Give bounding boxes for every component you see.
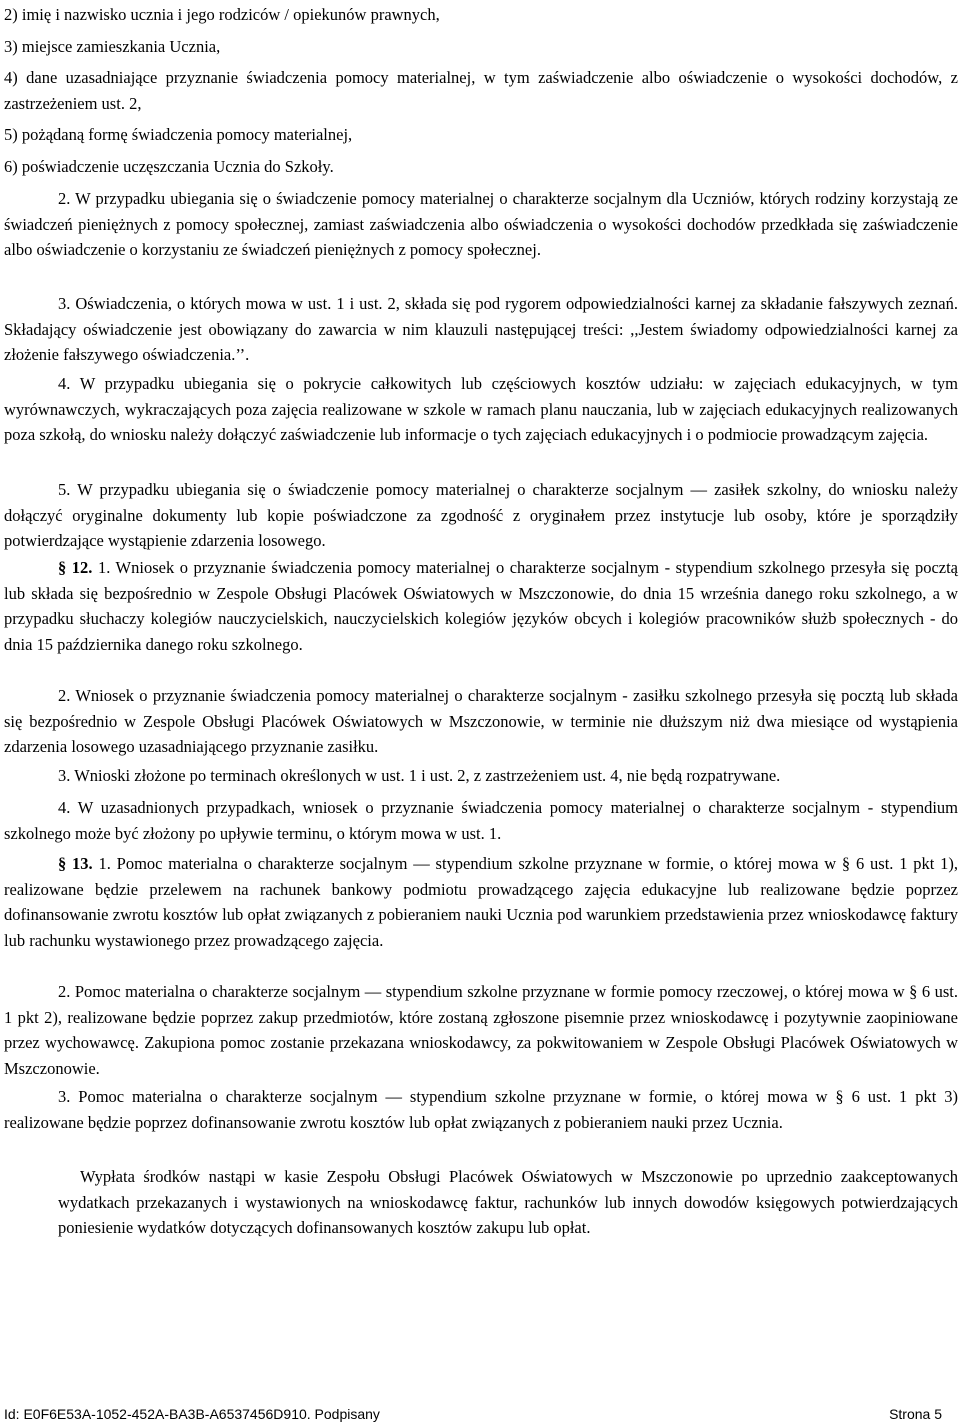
paragraph-12-2: 2. Wniosek o przyznanie świadczenia pomocy materialnej o charakterze socjalnym - zasiłku szkolnego przesyła się pocztą lub składa się bezpośrednio w Zespole Obsługi Placówek Oświatowych w Mszczonowie, w terminie nie dłuższym niż dwa miesiące od wystąpienia zdarzenia losowego uzasadniającego przyznanie zasiłku. [4,686,958,756]
list-item-2: 2) imię i nazwisko ucznia i jego rodziców / opiekunów prawnych, [4,5,440,24]
paragraph-13-1-text: 1. Pomoc materialna o charakterze socjalnym — stypendium szkolne przyznane w formie, o której mowa w § 6 ust. 1 pkt 1), realizowane będzie przelewem na rachunek bankowy podmiotu prowadzącego zajęcia edukacyjne lub realizowane będzie poprzez dofinansowanie zwrotu kosztów lub opłat związanych z pobieraniem nauki Ucznia pod warunkiem przedstawienia przez wnioskodawcę faktury lub rachunku wystawionego przez prowadzącego zajęcia. [4,854,959,950]
paragraph-wyplata: Wypłata środków nastąpi w kasie Zespołu Obsługi Placówek Oświatowych w Mszczonowie po uprzednio zaakceptowanych wydatkach przekazanych i wystawionych na wnioskodawcę faktur, rachunków lub innych dowodów księgowych potwierdzających poniesienie wydatków dotyczących dofinansowanych kosztów zakupu lub opłat. [58,1167,958,1237]
page-number: Strona 5 [889,1406,942,1422]
page-footer [4,1406,942,1426]
paragraph-12-1 [4,555,958,657]
list-item-3: 3) miejsce zamieszkania Ucznia, [4,37,221,56]
paragraph-12-1-text: 1. Wniosek o przyznanie świadczenia pomocy materialnej o charakterze socjalnym - stypendium szkolnego przesyła się pocztą lub składa się bezpośrednio w Zespole Obsługi Placówek Oświatowych w Mszczonowie, do dnia 15 września danego roku szkolnego, a w przypadku słuchaczy kolegiów nauczycielskich, nauczycielskich kolegiów języków obcych i kolegiów pracowników służb społecznych - do dnia 15 października danego roku szkolnego. [4,558,958,654]
paragraph-11-2: 2. W przypadku ubiegania się o świadczenie pomocy materialnej o charakterze socjalnym dla Uczniów, których rodziny korzystają ze świadczeń pieniężnych z pomocy społecznej, zamiast zaświadczenia albo oświadczenia o wysokości dochodów przedkłada się zaświadczenie albo oświadczenie o korzystaniu ze świadczeń pieniężnych z pomocy społecznej. [4,189,958,259]
paragraph-11-3: 3. Oświadczenia, o których mowa w ust. 1 i ust. 2, składa się pod rygorem odpowiedzialności karnej za składanie fałszywych zeznań. Składający oświadczenie jest obowiązany do zawarcia w nim klauzuli następującej treści: ,,Jestem świadomy odpowiedzialności karnej za złożenie fałszywego oświadczenia.’’. [4,294,958,364]
document-id: Id: E0F6E53A-1052-452A-BA3B-A6537456D910. Podpisany [4,1406,380,1422]
paragraph-12-4: 4. W uzasadnionych przypadkach, wniosek o przyznanie świadczenia pomocy materialnej o charakterze socjalnym - stypendium szkolnego może być złożony po upływie terminu, o którym mowa w ust. 1. [4,798,958,843]
paragraph-13-2: 2. Pomoc materialna o charakterze socjalnym — stypendium szkolne przyznane w formie pomocy rzeczowej, o której mowa w § 6 ust. 1 pkt 2), realizowane będzie poprzez zakup przedmiotów, które zostaną zgłoszone pisemnie przez wnioskodawcę i pozytywnie zaopiniowane przez wychowawcę. Zakupiona pomoc zostanie przekazana wnioskodawcy, za pokwitowaniem w Zespole Obsługi Placówek Oświatowych w Mszczonowie. [4,982,958,1078]
section-12-label: § 12. [58,558,93,577]
paragraph-11-4: 4. W przypadku ubiegania się o pokrycie całkowitych lub częściowych kosztów udziału: w zajęciach edukacyjnych, w tym wyrównawczych, wykraczających poza zajęcia realizowane w szkole w ramach planu nauczania, lub w zajęciach edukacyjnych realizowanych poza szkołą, do wniosku należy dołączyć zaświadczenie lub informacje o tych zajęciach edukacyjnych i o podmiocie prowadzącym zajęcia. [4,374,958,444]
paragraph-13-3: 3. Pomoc materialna o charakterze socjalnym — stypendium szkolne przyznane w formie, o której mowa w § 6 ust. 1 pkt 3) realizowane będzie poprzez dofinansowanie zwrotu kosztów lub opłat związanych z pobieraniem nauki przez Ucznia. [4,1087,958,1132]
paragraph-12-3: 3. Wnioski złożone po terminach określonych w ust. 1 i ust. 2, z zastrzeżeniem ust. 4, nie będą rozpatrywane. [58,766,781,785]
list-item-5: 5) pożądaną formę świadczenia pomocy materialnej, [4,125,353,144]
paragraph-11-5: 5. W przypadku ubiegania się o świadczenie pomocy materialnej o charakterze socjalnym — zasiłek szkolny, do wniosku należy dołączyć oryginalne dokumenty lub kopie poświadczone za zgodność z oryginałem przez instytucje lub osoby, które je sporządziły potwierdzające wystąpienie zdarzenia losowego. [4,480,958,550]
section-13-label: § 13. [58,854,93,873]
list-item-4: 4) dane uzasadniające przyznanie świadczenia pomocy materialnej, w tym zaświadczenie albo oświadczenie o wysokości dochodów, z zastrzeżeniem ust. 2, [4,68,958,113]
paragraph-13-1 [4,851,958,953]
list-item-6: 6) poświadczenie uczęszczania Ucznia do Szkoły. [4,157,334,176]
